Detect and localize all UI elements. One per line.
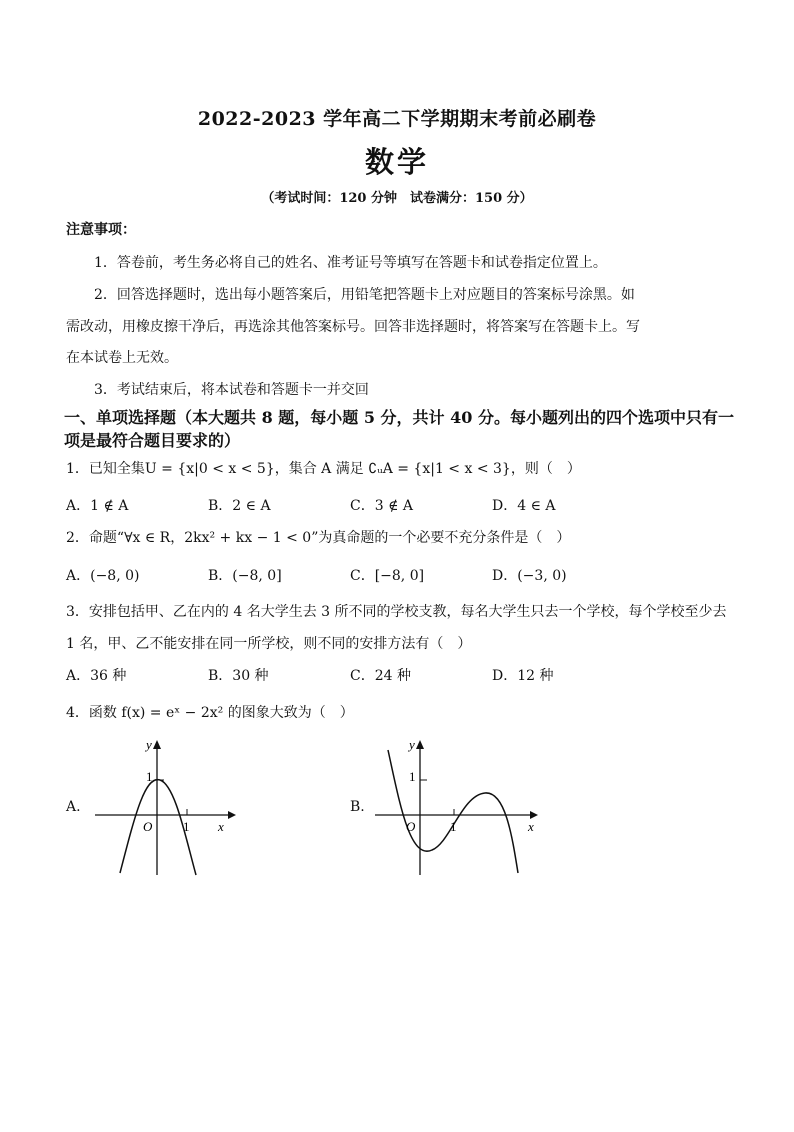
question-2-stem: 2．命题“∀x ∈ R，2kx² + kx − 1 < 0”为真命题的一个必要不充分条件是（ ）: [66, 530, 571, 546]
question-1-option-d: D．4 ∈ A: [492, 498, 556, 514]
notice-item-2-cont: 需改动，用橡皮擦干净后，再选涂其他答案标号。回答非选择题时，将答案写在答题卡上。写: [66, 319, 640, 335]
notice-item-2-end: 在本试卷上无效。: [66, 350, 178, 366]
question-2-option-d: D．(−3, 0): [492, 568, 567, 584]
question-1-option-c: C．3 ∉ A: [350, 498, 413, 514]
graph-a-x-tick-label: 1: [183, 819, 190, 834]
question-4-stem: 4．函数 f(x) = eˣ − 2x² 的图象大致为（ ）: [66, 705, 354, 721]
question-1-option-a: A．1 ∉ A: [66, 498, 129, 514]
graph-a-y-arrow: [153, 740, 161, 749]
graph-b-x-tick-label: 1: [450, 819, 457, 834]
graph-b: [370, 735, 550, 880]
question-3-option-a: A．36 种: [66, 668, 127, 684]
question-3-stem-cont: 1 名，甲、乙不能安排在同一所学校，则不同的安排方法有（ ）: [66, 636, 472, 652]
graph-b-x-label: x: [528, 819, 534, 834]
question-3-option-b: B．30 种: [208, 668, 269, 684]
question-1-stem: 1．已知全集U = {x|0 < x < 5}，集合 A 满足 ∁ᵤA = {x|1 < x < 3}，则（ ）: [66, 461, 581, 477]
graph-a-x-arrow: [228, 811, 236, 819]
graph-a-y-label: y: [146, 737, 152, 752]
graph-a-origin: O: [143, 819, 153, 834]
notice-title: 注意事项：: [66, 222, 136, 238]
exam-title: 2022-2023 学年高二下学期期末考前必刷卷: [197, 108, 597, 130]
graph-b-y-label: y: [409, 737, 415, 752]
question-3-option-c: C．24 种: [350, 668, 411, 684]
notice-item-1: 1．答卷前，考生务必将自己的姓名、准考证号等填写在答题卡和试卷指定位置上。: [94, 255, 607, 271]
graph-a-x-label: x: [218, 819, 224, 834]
section-heading-cont: 项是最符合题目要求的）: [64, 431, 241, 450]
graph-b-y-arrow: [416, 740, 424, 749]
subject-heading: 数学: [364, 145, 429, 179]
question-2-option-b: B．(−8, 0]: [208, 568, 282, 584]
section-heading: 一、单项选择题（本大题共 8 题，每小题 5 分，共计 40 分。每小题列出的四个选项中只有一: [64, 408, 734, 427]
question-2-option-c: C．[−8, 0]: [350, 568, 425, 584]
graph-a: [90, 735, 240, 880]
notice-item-2: 2．回答选择题时，选出每小题答案后，用铅笔把答题卡上对应题目的答案标号涂黑。如: [94, 287, 635, 303]
notice-item-3: 3．考试结束后，将本试卷和答题卡一并交回: [94, 382, 369, 398]
graph-b-x-arrow: [530, 811, 538, 819]
exam-info: （考试时间：120 分钟 试卷满分：150 分）: [261, 191, 533, 206]
graph-a-label: A.: [66, 799, 81, 815]
question-2-option-a: A．(−8, 0): [66, 568, 140, 584]
question-1-option-b: B．2 ∈ A: [208, 498, 271, 514]
question-3-stem: 3．安排包括甲、乙在内的 4 名大学生去 3 所不同的学校支教，每名大学生只去一个学校，每个学校至少去: [66, 604, 727, 620]
graph-b-label: B.: [350, 799, 365, 815]
graph-b-curve: [388, 750, 518, 873]
graph-b-origin: O: [406, 819, 416, 834]
question-3-option-d: D．12 种: [492, 668, 554, 684]
graph-a-y-tick-label: 1: [146, 769, 153, 784]
graph-b-y-tick-label: 1: [409, 769, 416, 784]
